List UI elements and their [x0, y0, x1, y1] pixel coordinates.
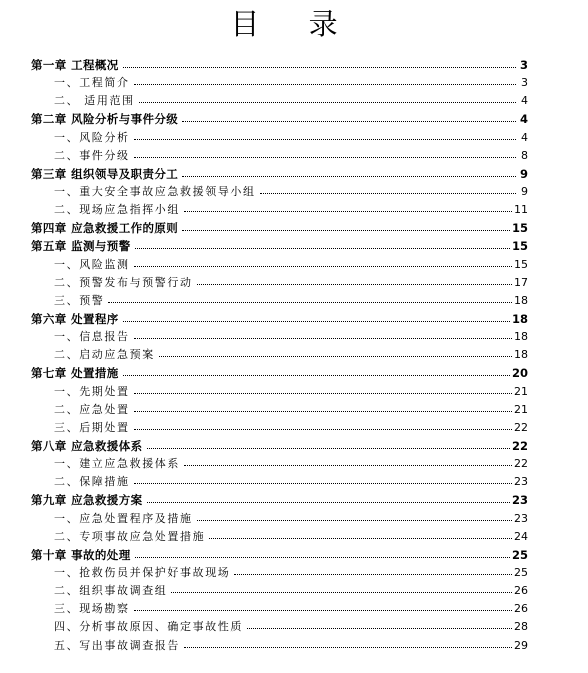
dot-leader	[123, 67, 516, 68]
toc-chapter-entry[interactable]	[31, 491, 528, 509]
toc-page-number: 18	[514, 348, 528, 362]
dot-leader	[134, 266, 512, 267]
toc-entry-label: 二、组织事故调查组	[54, 584, 168, 598]
toc-section-entry[interactable]	[31, 274, 528, 292]
toc-page-number: 9	[521, 184, 528, 198]
dot-leader	[184, 211, 512, 212]
toc-chapter-entry[interactable]	[31, 364, 528, 382]
toc-page-number: 23	[511, 493, 528, 508]
toc-chapter-entry[interactable]	[31, 310, 528, 328]
dot-leader	[234, 574, 512, 575]
dot-leader	[134, 157, 516, 158]
toc-page-number: 15	[514, 257, 528, 271]
toc-page-number: 22	[514, 420, 528, 434]
toc-page-number: 3	[519, 58, 528, 72]
toc-page-number: 21	[514, 384, 528, 398]
dot-leader	[134, 429, 512, 430]
dot-leader	[134, 411, 512, 412]
toc-page-number: 18	[511, 311, 528, 326]
toc-page-number: 9	[519, 166, 528, 181]
dot-leader	[139, 102, 516, 103]
toc-page-number: 15	[511, 239, 528, 254]
dot-leader	[197, 284, 512, 285]
toc-entry-label: 三、预警	[54, 293, 105, 307]
toc-section-entry[interactable]	[31, 419, 528, 437]
toc-page-number: 21	[514, 402, 528, 416]
toc-entry-label: 二、预警发布与预警行动	[54, 275, 193, 289]
toc-section-entry[interactable]	[31, 528, 528, 546]
toc-section-entry[interactable]	[31, 582, 528, 600]
toc-section-entry[interactable]	[31, 292, 528, 310]
dot-leader	[182, 121, 516, 122]
toc-entry-label: 二、事件分级	[54, 148, 130, 162]
toc-chapter-entry[interactable]	[31, 437, 528, 455]
toc-page-number: 4	[519, 112, 528, 127]
toc-chapter-entry[interactable]	[31, 237, 528, 255]
toc-entry-label: 三、后期处置	[54, 420, 130, 434]
toc-entry-label: 第九章 应急救援方案	[31, 493, 143, 508]
toc-chapter-entry[interactable]	[31, 56, 528, 74]
dot-leader	[123, 375, 510, 376]
dot-leader	[182, 176, 516, 177]
toc-section-entry[interactable]	[31, 600, 528, 618]
toc-entry-label: 二、 适用范围	[54, 94, 135, 108]
toc-section-entry[interactable]	[31, 455, 528, 473]
toc-entry-label: 第七章 处置措施	[31, 366, 119, 381]
toc-page-number: 8	[521, 148, 528, 162]
dot-leader	[197, 520, 512, 521]
toc-entry-label: 第一章 工程概况	[31, 58, 119, 72]
dot-leader	[159, 356, 512, 357]
dot-leader	[134, 610, 512, 611]
dot-leader	[108, 302, 512, 303]
toc-page-number: 17	[514, 275, 528, 289]
toc-page-number: 4	[521, 130, 528, 144]
toc-section-entry[interactable]	[31, 510, 528, 528]
dot-leader	[184, 465, 512, 466]
toc-entry-label: 一、风险监测	[54, 257, 130, 271]
toc-entry-label: 第四章 应急救援工作的原则	[31, 221, 179, 236]
dot-leader	[182, 230, 510, 231]
toc-section-entry[interactable]	[31, 473, 528, 491]
toc-page-number: 28	[514, 620, 528, 634]
toc-section-entry[interactable]	[31, 147, 528, 165]
toc-chapter-entry[interactable]	[31, 110, 528, 128]
dot-leader	[171, 592, 512, 593]
toc-entry-label: 一、建立应急救援体系	[54, 457, 180, 471]
toc-entry-label: 三、现场勘察	[54, 602, 130, 616]
toc-section-entry[interactable]	[31, 346, 528, 364]
toc-page-number: 3	[521, 76, 528, 90]
toc-section-entry[interactable]	[31, 129, 528, 147]
toc-entry-label: 二、保障措施	[54, 475, 130, 489]
dot-leader	[135, 557, 510, 558]
toc-page-number: 15	[511, 221, 528, 236]
dot-leader	[123, 321, 510, 322]
toc-page-number: 4	[521, 94, 528, 108]
table-of-contents	[31, 56, 528, 655]
toc-page-number: 22	[511, 438, 528, 453]
toc-entry-label: 一、工程简介	[54, 76, 130, 90]
toc-section-entry[interactable]	[31, 74, 528, 92]
dot-leader	[147, 502, 510, 503]
toc-entry-label: 一、先期处置	[54, 384, 130, 398]
dot-leader	[134, 139, 516, 140]
toc-entry-label: 一、信息报告	[54, 330, 130, 344]
toc-section-entry[interactable]	[31, 618, 528, 636]
toc-entry-label: 第十章 事故的处理	[31, 547, 131, 562]
toc-page-number: 25	[511, 547, 528, 562]
toc-page-number: 11	[514, 203, 528, 217]
toc-chapter-entry[interactable]	[31, 546, 528, 564]
toc-page-number: 26	[514, 602, 528, 616]
toc-page-number: 29	[514, 638, 528, 652]
toc-entry-label: 四、分析事故原因、确定事故性质	[54, 620, 243, 634]
toc-section-entry[interactable]	[31, 92, 528, 110]
dot-leader	[184, 647, 512, 648]
toc-entry-label: 一、重大安全事故应急救援领导小组	[54, 184, 256, 198]
toc-page-number: 25	[514, 565, 528, 579]
dot-leader	[147, 448, 510, 449]
page-title: 目 录	[230, 7, 358, 41]
toc-page-number: 18	[514, 293, 528, 307]
toc-entry-label: 一、抢救伤员并保护好事故现场	[54, 565, 231, 579]
toc-chapter-entry[interactable]	[31, 165, 528, 183]
dot-leader	[209, 538, 512, 539]
toc-entry-label: 第三章 组织领导及职责分工	[31, 166, 179, 181]
toc-entry-label: 二、专项事故应急处置措施	[54, 529, 206, 543]
toc-page-number: 18	[514, 330, 528, 344]
dot-leader	[135, 248, 510, 249]
toc-entry-label: 五、写出事故调查报告	[54, 638, 180, 652]
dot-leader	[134, 84, 516, 85]
dot-leader	[247, 628, 512, 629]
toc-section-entry[interactable]	[31, 383, 528, 401]
dot-leader	[260, 193, 516, 194]
toc-entry-label: 一、风险分析	[54, 130, 130, 144]
toc-entry-label: 第八章 应急救援体系	[31, 438, 143, 453]
toc-section-entry[interactable]	[31, 256, 528, 274]
toc-section-entry[interactable]	[31, 201, 528, 219]
toc-page-number: 23	[514, 475, 528, 489]
toc-entry-label: 二、现场应急指挥小组	[54, 203, 180, 217]
toc-page-number: 20	[511, 366, 528, 381]
toc-page-number: 23	[514, 511, 528, 525]
toc-section-entry[interactable]	[31, 183, 528, 201]
toc-entry-label: 二、启动应急预案	[54, 348, 155, 362]
toc-page-number: 22	[514, 457, 528, 471]
toc-entry-label: 第六章 处置程序	[31, 311, 119, 326]
toc-entry-label: 第二章 风险分析与事件分级	[31, 112, 179, 127]
toc-entry-label: 第五章 监测与预警	[31, 239, 131, 254]
dot-leader	[134, 483, 512, 484]
toc-chapter-entry[interactable]	[31, 219, 528, 237]
dot-leader	[134, 393, 512, 394]
dot-leader	[134, 338, 512, 339]
toc-section-entry[interactable]	[31, 328, 528, 346]
toc-entry-label: 二、应急处置	[54, 402, 130, 416]
toc-section-entry[interactable]	[31, 401, 528, 419]
toc-entry-label: 一、应急处置程序及措施	[54, 511, 193, 525]
toc-section-entry[interactable]	[31, 564, 528, 582]
toc-section-entry[interactable]	[31, 637, 528, 655]
toc-page-number: 24	[514, 529, 528, 543]
toc-page-number: 26	[514, 584, 528, 598]
